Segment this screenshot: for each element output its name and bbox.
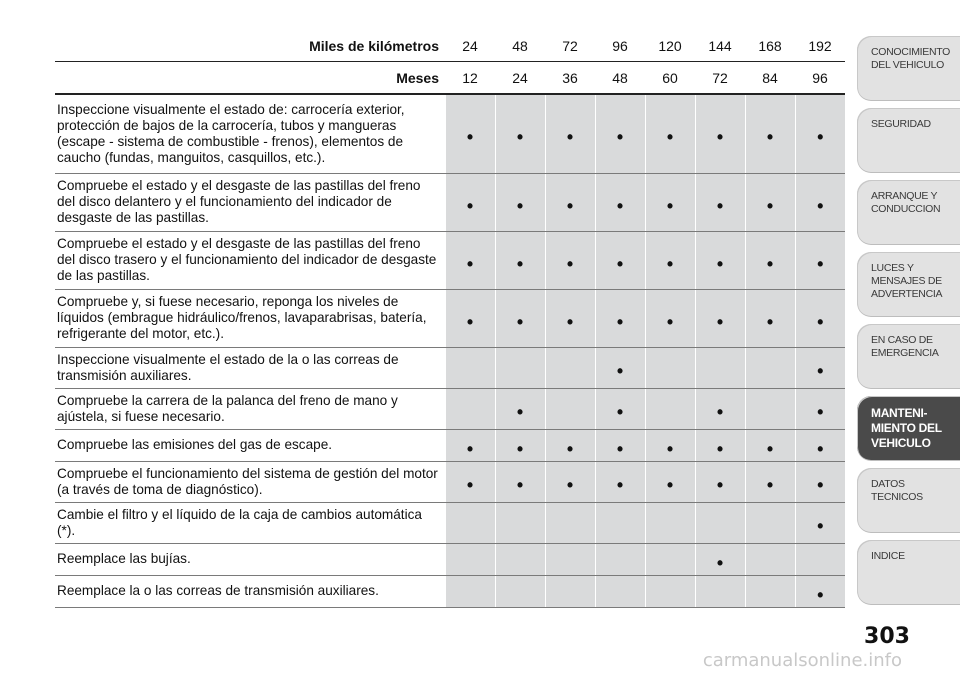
bullet-mark: • [566, 311, 574, 332]
schedule-cell [745, 289, 795, 347]
schedule-cell [595, 388, 645, 429]
bullet-mark: • [566, 475, 574, 495]
header-value: 24 [445, 30, 495, 62]
task-description: Compruebe la carrera de la palanca del freno de mano y ajústela, si fuese necesario. [55, 388, 445, 429]
schedule-cell [545, 502, 595, 543]
bullet-mark: • [616, 402, 624, 422]
schedule-cell [545, 347, 595, 388]
schedule-cell [745, 575, 795, 607]
tab-label: EN CASO DE EMERGENCIA [871, 334, 939, 359]
schedule-cell [595, 173, 645, 231]
header-value: 168 [745, 30, 795, 62]
watermark: carmanualsonline.info [702, 650, 902, 671]
header-value: 48 [495, 30, 545, 62]
table-row [55, 502, 845, 543]
tab-label: SEGURIDAD [871, 118, 931, 130]
schedule-cell [495, 388, 545, 429]
schedule-cell [445, 289, 495, 347]
bullet-mark: • [817, 475, 824, 495]
schedule-cell [795, 502, 845, 543]
schedule-cell [645, 347, 695, 388]
bullet-mark: • [616, 311, 624, 332]
schedule-cell [545, 388, 595, 429]
schedule-cell [795, 575, 845, 607]
schedule-cell [795, 289, 845, 347]
bullet-mark: • [616, 475, 624, 495]
bullet-mark: • [516, 195, 524, 216]
tab-7[interactable] [857, 468, 960, 532]
bullet-mark: • [817, 127, 824, 148]
tab-label: LUCES Y MENSAJES DE ADVERTENCIA [871, 262, 943, 300]
task-description: Compruebe las emisiones del gas de escape. [55, 429, 445, 461]
bullet-mark: • [666, 253, 674, 274]
bullet-mark: • [466, 253, 474, 274]
task-description: Compruebe el estado y el desgaste de las pastillas del freno del disco delantero y el funcionamiento del indicador de desgaste de las pastillas. [55, 173, 445, 231]
schedule-cell [695, 388, 745, 429]
table-row [55, 461, 845, 502]
tab-5[interactable] [857, 324, 960, 388]
bullet-mark: • [466, 195, 474, 216]
tab-2[interactable] [857, 108, 960, 172]
bullet-mark: • [566, 127, 574, 148]
schedule-cell [445, 429, 495, 461]
schedule-cell [495, 231, 545, 289]
schedule-cell [695, 543, 745, 575]
schedule-cell [695, 173, 745, 231]
header-value: 96 [595, 30, 645, 62]
header-value: 48 [595, 62, 645, 95]
bullet-mark: • [817, 361, 824, 381]
bullet-mark: • [716, 195, 724, 216]
header-value: 72 [695, 62, 745, 95]
bullet-mark: • [666, 475, 674, 495]
bullet-mark: • [516, 311, 524, 332]
schedule-cell [745, 173, 795, 231]
bullet-mark: • [516, 438, 524, 459]
schedule-cell [795, 94, 845, 173]
table-row [55, 429, 845, 461]
bullet-mark: • [817, 195, 824, 216]
table-row [55, 289, 845, 347]
schedule-cell [595, 543, 645, 575]
schedule-cell [495, 543, 545, 575]
header-value: 120 [645, 30, 695, 62]
tab-label: CONOCIMIENTO DEL VEHICULO [871, 46, 951, 71]
bullet-mark: • [516, 253, 524, 274]
header-value: 84 [745, 62, 795, 95]
schedule-cell [545, 575, 595, 607]
bullet-mark: • [666, 195, 674, 216]
schedule-cell [595, 502, 645, 543]
schedule-cell [595, 347, 645, 388]
table-row [55, 347, 845, 388]
tab-label: ARRANQUE Y CONDUCCION [871, 190, 941, 215]
bullet-mark: • [716, 552, 724, 573]
schedule-cell [795, 388, 845, 429]
bullet-mark: • [466, 475, 474, 495]
schedule-cell [445, 231, 495, 289]
task-description: Compruebe el estado y el desgaste de las pastillas del freno del disco trasero y el funcionamiento del indicador de desgaste de las pastillas. [55, 231, 445, 289]
tab-label: INDICE [871, 550, 905, 562]
bullet-mark: • [716, 311, 724, 332]
schedule-cell [545, 94, 595, 173]
bullet-mark: • [466, 438, 474, 459]
schedule-cell [445, 543, 495, 575]
schedule-cell [645, 388, 695, 429]
bullet-mark: • [466, 127, 474, 148]
bullet-mark: • [817, 438, 824, 459]
schedule-cell [595, 289, 645, 347]
schedule-cell [795, 461, 845, 502]
schedule-cell [645, 289, 695, 347]
bullet-mark: • [616, 361, 624, 381]
header-value: 96 [795, 62, 845, 95]
header-value: 72 [545, 30, 595, 62]
tab-label: MANTENI- MIENTO DEL VEHICULO [871, 406, 942, 450]
bullet-mark: • [817, 584, 824, 605]
schedule-cell [695, 94, 745, 173]
schedule-cell [445, 173, 495, 231]
bullet-mark: • [716, 402, 724, 422]
schedule-cell [595, 231, 645, 289]
schedule-cell [495, 347, 545, 388]
header-months-label: Meses [55, 62, 445, 95]
header-km-label: Miles de kilómetros [55, 30, 445, 62]
tab-1[interactable] [857, 36, 960, 100]
schedule-cell [445, 94, 495, 173]
schedule-cell [445, 502, 495, 543]
schedule-cell [695, 347, 745, 388]
bullet-mark: • [817, 253, 824, 274]
bullet-mark: • [516, 475, 524, 495]
header-value: 144 [695, 30, 745, 62]
schedule-cell [545, 173, 595, 231]
bullet-mark: • [616, 127, 624, 148]
table-row [55, 231, 845, 289]
schedule-cell [595, 429, 645, 461]
schedule-cell [695, 429, 745, 461]
tab-8[interactable] [857, 540, 960, 604]
bullet-mark: • [566, 253, 574, 274]
schedule-cell [795, 173, 845, 231]
bullet-mark: • [766, 438, 774, 459]
task-description: Cambie el filtro y el líquido de la caja de cambios automática (*). [55, 502, 445, 543]
schedule-cell [695, 461, 745, 502]
header-value: 60 [645, 62, 695, 95]
schedule-cell [645, 543, 695, 575]
bullet-mark: • [716, 475, 724, 495]
schedule-cell [495, 575, 545, 607]
schedule-cell [445, 388, 495, 429]
schedule-table [55, 30, 845, 608]
header-months-row [55, 62, 845, 95]
schedule-cell [745, 461, 795, 502]
schedule-cell [745, 388, 795, 429]
schedule-cell [595, 575, 645, 607]
task-description: Inspeccione visualmente el estado de la o las correas de transmisión auxiliares. [55, 347, 445, 388]
schedule-cell [745, 429, 795, 461]
bullet-mark: • [566, 438, 574, 459]
schedule-cell [645, 429, 695, 461]
schedule-cell [495, 173, 545, 231]
task-description: Compruebe y, si fuese necesario, reponga los niveles de líquidos (embrague hidráulico/frenos, lavaparabrisas, batería, refrigerante del motor, etc.). [55, 289, 445, 347]
bullet-mark: • [466, 311, 474, 332]
task-description: Reemplace las bujías. [55, 543, 445, 575]
schedule-cell [545, 543, 595, 575]
schedule-cell [795, 543, 845, 575]
schedule-cell [795, 231, 845, 289]
schedule-cell [745, 94, 795, 173]
table-row [55, 388, 845, 429]
bullet-mark: • [616, 195, 624, 216]
schedule-cell [595, 94, 645, 173]
header-km-row [55, 30, 845, 62]
schedule-cell [495, 289, 545, 347]
header-value: 24 [495, 62, 545, 95]
bullet-mark: • [616, 438, 624, 459]
tab-6[interactable] [857, 396, 960, 460]
schedule-cell [495, 429, 545, 461]
header-value: 36 [545, 62, 595, 95]
schedule-cell [645, 502, 695, 543]
bullet-mark: • [516, 402, 524, 422]
schedule-cell [645, 575, 695, 607]
schedule-cell [695, 289, 745, 347]
task-description: Reemplace la o las correas de transmisión auxiliares. [55, 575, 445, 607]
bullet-mark: • [566, 195, 574, 216]
schedule-cell [445, 461, 495, 502]
bullet-mark: • [766, 475, 774, 495]
bullet-mark: • [666, 438, 674, 459]
schedule-cell [495, 461, 545, 502]
bullet-mark: • [666, 127, 674, 148]
schedule-cell [745, 502, 795, 543]
schedule-cell [795, 347, 845, 388]
tab-label: DATOS TECNICOS [871, 478, 923, 503]
maintenance-schedule [55, 30, 845, 608]
schedule-cell [545, 461, 595, 502]
bullet-mark: • [766, 311, 774, 332]
bullet-mark: • [817, 516, 824, 536]
table-row [55, 575, 845, 607]
schedule-cell [645, 231, 695, 289]
schedule-cell [695, 502, 745, 543]
table-row [55, 543, 845, 575]
schedule-cell [495, 94, 545, 173]
schedule-cell [745, 347, 795, 388]
schedule-cell [595, 461, 645, 502]
bullet-mark: • [616, 253, 624, 274]
schedule-cell [645, 94, 695, 173]
header-value: 192 [795, 30, 845, 62]
bullet-mark: • [666, 311, 674, 332]
tab-3[interactable] [857, 180, 960, 244]
schedule-cell [745, 543, 795, 575]
table-row [55, 94, 845, 173]
tab-4[interactable] [857, 252, 960, 316]
schedule-cell [445, 347, 495, 388]
schedule-cell [695, 231, 745, 289]
schedule-cell [545, 289, 595, 347]
schedule-cell [745, 231, 795, 289]
bullet-mark: • [817, 402, 824, 422]
schedule-cell [795, 429, 845, 461]
schedule-cell [645, 173, 695, 231]
schedule-cell [495, 502, 545, 543]
bullet-mark: • [716, 127, 724, 148]
schedule-cell [545, 231, 595, 289]
bullet-mark: • [516, 127, 524, 148]
bullet-mark: • [766, 253, 774, 274]
table-row [55, 173, 845, 231]
page-number: 303 [864, 624, 910, 649]
schedule-cell [695, 575, 745, 607]
header-value: 12 [445, 62, 495, 95]
bullet-mark: • [766, 195, 774, 216]
bullet-mark: • [716, 253, 724, 274]
bullet-mark: • [817, 311, 824, 332]
task-description: Inspeccione visualmente el estado de: carrocería exterior, protección de bajos de la carrocería, tubos y mangueras (escape - sistema de combustible - frenos), elementos de caucho (fundas, manguitos, casquillos, etc.). [55, 94, 445, 173]
schedule-cell [645, 461, 695, 502]
schedule-cell [545, 429, 595, 461]
bullet-mark: • [766, 127, 774, 148]
bullet-mark: • [716, 438, 724, 459]
schedule-cell [445, 575, 495, 607]
task-description: Compruebe el funcionamiento del sistema de gestión del motor (a través de toma de diagnóstico). [55, 461, 445, 502]
